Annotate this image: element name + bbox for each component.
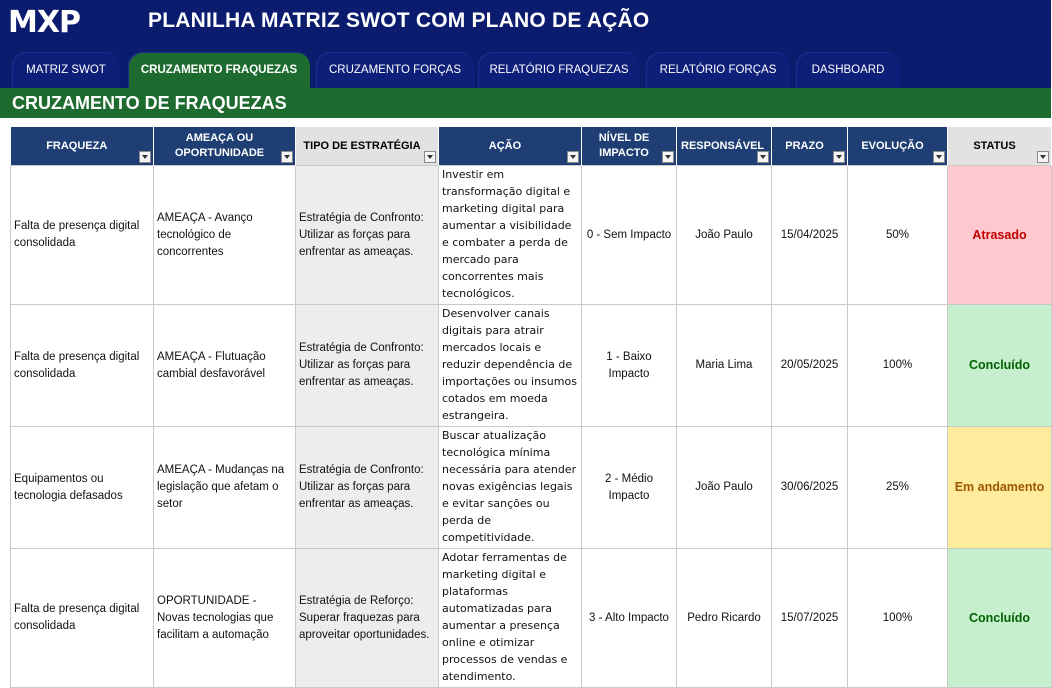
cell-prazo[interactable]: 30/06/2025: [772, 427, 848, 549]
cell-acao[interactable]: Investir em transformação digital e marketing digital para aumentar a visibilidade e combater a perda de mercado para concorrentes mais tecnológicos.: [439, 166, 582, 305]
filter-dropdown-icon[interactable]: [1037, 151, 1049, 163]
tab-dashboard[interactable]: DASHBOARD: [796, 52, 900, 88]
table-row: [11, 549, 1052, 688]
cell-acao[interactable]: Adotar ferramentas de marketing digital e plataformas automatizadas para aumentar a presença online e otimizar processos de vendas e atendimento.: [439, 549, 582, 688]
cell-impacto[interactable]: 1 - Baixo Impacto: [582, 305, 677, 427]
cell-impacto[interactable]: 2 - Médio Impacto: [582, 427, 677, 549]
column-header-responsavel: RESPONSÁVEL: [677, 127, 772, 166]
swot-crossing-table: [10, 127, 1052, 688]
cell-responsavel[interactable]: Pedro Ricardo: [677, 549, 772, 688]
page-title: PLANILHA MATRIZ SWOT COM PLANO DE AÇÃO: [148, 9, 650, 32]
filter-dropdown-icon[interactable]: [424, 151, 436, 163]
cell-ameaca[interactable]: AMEAÇA - Mudanças na legislação que afetam o setor: [154, 427, 296, 549]
column-header-ameaca: AMEAÇA OU OPORTUNIDADE: [154, 127, 296, 166]
cell-estrategia[interactable]: Estratégia de Reforço: Superar fraquezas para aproveitar oportunidades.: [296, 549, 439, 688]
tab-matriz-swot[interactable]: MATRIZ SWOT: [12, 52, 120, 88]
cell-impacto[interactable]: 3 - Alto Impacto: [582, 549, 677, 688]
cell-acao[interactable]: Buscar atualização tecnológica mínima necessária para atender novas exigências legais e evitar sanções ou perda de competitividade.: [439, 427, 582, 549]
filter-dropdown-icon[interactable]: [139, 151, 151, 163]
cell-estrategia[interactable]: Estratégia de Confronto: Utilizar as forças para enfrentar as ameaças.: [296, 305, 439, 427]
swot-table-container: [10, 127, 1051, 683]
status-badge[interactable]: Concluído: [948, 549, 1052, 688]
cell-fraqueza[interactable]: Equipamentos ou tecnologia defasados: [11, 427, 154, 549]
column-header-status: STATUS: [948, 127, 1052, 166]
status-badge[interactable]: Concluído: [948, 305, 1052, 427]
column-header-tipo-estrategia: TIPO DE ESTRATÉGIA: [296, 127, 439, 166]
cell-responsavel[interactable]: João Paulo: [677, 427, 772, 549]
cell-fraqueza[interactable]: Falta de presença digital consolidada: [11, 166, 154, 305]
table-row: [11, 305, 1052, 427]
cell-ameaca[interactable]: AMEAÇA - Flutuação cambial desfavorável: [154, 305, 296, 427]
cell-prazo[interactable]: 15/04/2025: [772, 166, 848, 305]
filter-dropdown-icon[interactable]: [281, 151, 293, 163]
table-row: [11, 166, 1052, 305]
cell-evolucao[interactable]: 100%: [848, 305, 948, 427]
status-badge[interactable]: Em andamento: [948, 427, 1052, 549]
cell-responsavel[interactable]: Maria Lima: [677, 305, 772, 427]
cell-prazo[interactable]: 15/07/2025: [772, 549, 848, 688]
cell-evolucao[interactable]: 25%: [848, 427, 948, 549]
filter-dropdown-icon[interactable]: [833, 151, 845, 163]
cell-ameaca[interactable]: AMEAÇA - Avanço tecnológico de concorrentes: [154, 166, 296, 305]
table-row: [11, 427, 1052, 549]
column-header-fraqueza: FRAQUEZA: [11, 127, 154, 166]
top-bar: [0, 0, 1051, 46]
cell-prazo[interactable]: 20/05/2025: [772, 305, 848, 427]
cell-fraqueza[interactable]: Falta de presença digital consolidada: [11, 549, 154, 688]
cell-fraqueza[interactable]: Falta de presença digital consolidada: [11, 305, 154, 427]
cell-responsavel[interactable]: João Paulo: [677, 166, 772, 305]
tab-relatorio-fraquezas[interactable]: RELATÓRIO FRAQUEZAS: [478, 52, 640, 88]
column-header-nivel-impacto: NÍVEL DE IMPACTO: [582, 127, 677, 166]
section-title: CRUZAMENTO DE FRAQUEZAS: [12, 93, 287, 113]
section-bar: [0, 88, 1051, 118]
tab-cruzamento-forcas[interactable]: CRUZAMENTO FORÇAS: [316, 52, 474, 88]
logo-text: MXP: [8, 4, 80, 40]
cell-evolucao[interactable]: 50%: [848, 166, 948, 305]
filter-dropdown-icon[interactable]: [757, 151, 769, 163]
column-header-evolucao: EVOLUÇÃO: [848, 127, 948, 166]
column-header-prazo: PRAZO: [772, 127, 848, 166]
tab-cruzamento-fraquezas[interactable]: CRUZAMENTO FRAQUEZAS: [128, 52, 310, 88]
tab-relatorio-forcas[interactable]: RELATÓRIO FORÇAS: [646, 52, 790, 88]
column-header-acao: AÇÃO: [439, 127, 582, 166]
mxp-logo: [8, 5, 80, 39]
cell-estrategia[interactable]: Estratégia de Confronto: Utilizar as forças para enfrentar as ameaças.: [296, 427, 439, 549]
cell-acao[interactable]: Desenvolver canais digitais para atrair mercados locais e reduzir dependência de importações ou insumos cotados em moeda estrangeira.: [439, 305, 582, 427]
header-row: [11, 127, 1052, 166]
filter-dropdown-icon[interactable]: [933, 151, 945, 163]
filter-dropdown-icon[interactable]: [662, 151, 674, 163]
cell-evolucao[interactable]: 100%: [848, 549, 948, 688]
cell-impacto[interactable]: 0 - Sem Impacto: [582, 166, 677, 305]
cell-ameaca[interactable]: OPORTUNIDADE - Novas tecnologias que facilitam a automação: [154, 549, 296, 688]
filter-dropdown-icon[interactable]: [567, 151, 579, 163]
cell-estrategia[interactable]: Estratégia de Confronto: Utilizar as forças para enfrentar as ameaças.: [296, 166, 439, 305]
status-badge[interactable]: Atrasado: [948, 166, 1052, 305]
sheet-tab-bar: [0, 46, 1051, 88]
